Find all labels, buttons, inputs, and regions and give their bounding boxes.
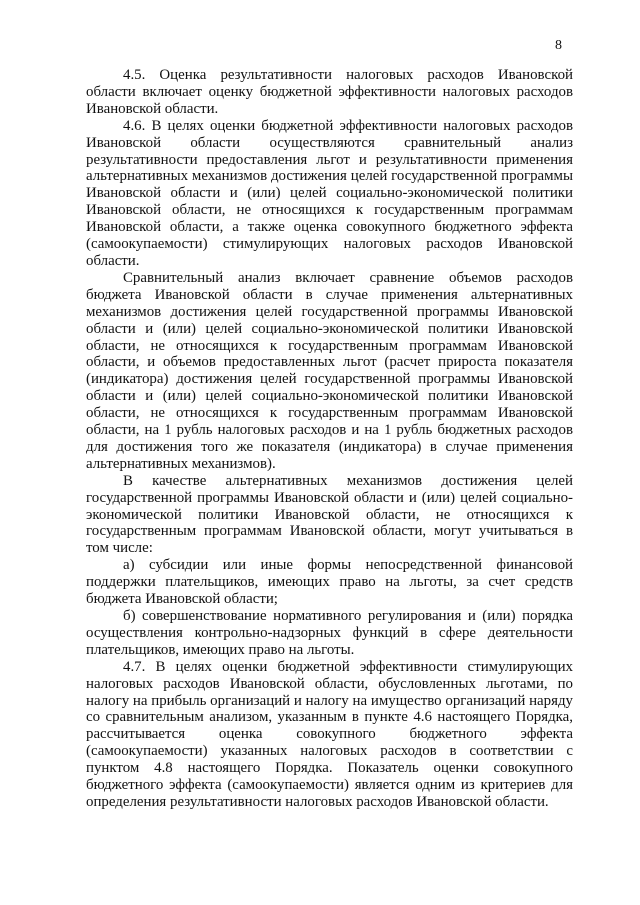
paragraph-comparative-analysis: Сравнительный анализ включает сравнение объемов расходов бюджета Ивановской области в случае применения альтернативных механизмов достижения целей государственной программы Ивановской области и (или) целей социально-экономической политики Ивановской области, не относящихся к государственным программам Ивановской области, и объемов предоставленных льгот (расчет прироста показателя (индикатора) достижения целей государственной программы Ивановской области и (или) целей социально-экономической политики Ивановской области, не относящихся к государственным программам Ивановской области, на 1 рубль налоговых расходов и на 1 рубль бюджетных расходов для достижения того же показателя (индикатора) в случае применения альтернативных механизмов). xyxy=(86,269,573,472)
paragraph-4-6: 4.6. В целях оценки бюджетной эффективности налоговых расходов Ивановской области осуществляются сравнительный анализ результативности предоставления льгот и результативности применения альтернативных механизмов достижения целей государственной программы Ивановской области и (или) целей социально-экономической политики Ивановской области, не относящихся к государственным программам Ивановской области, а также оценка совокупного бюджетного эффекта (самоокупаемости) стимулирующих налоговых расходов Ивановской области. xyxy=(86,117,573,269)
paragraph-alternative-mechanisms: В качестве альтернативных механизмов достижения целей государственной программы Ивановской области и (или) целей социально-экономической политики Ивановской области, не относящихся к государственным программам Ивановской области, могут учитываться в том числе: xyxy=(86,472,573,557)
paragraph-4-7: 4.7. В целях оценки бюджетной эффективности стимулирующих налоговых расходов Ивановской области, обусловленных льготами, по налогу на прибыль организаций и налогу на имущество организаций наряду со сравнительным анализом, указанным в пункте 4.6 настоящего Порядка, рассчитывается оценка совокупного бюджетного эффекта (самоокупаемости) указанных налоговых расходов в соответствии с пунктом 4.8 настоящего Порядка. Показатель оценки совокупного бюджетного эффекта (самоокупаемости) является одним из критериев для определения результативности налоговых расходов Ивановской области. xyxy=(86,658,573,810)
paragraph-4-5: 4.5. Оценка результативности налоговых расходов Ивановской области включает оценку бюджетной эффективности налоговых расходов Ивановской области. xyxy=(86,67,573,117)
page-number: 8 xyxy=(555,38,562,53)
list-item-b: б) совершенствование нормативного регулирования и (или) порядка осуществления контрольно-надзорных функций в сфере деятельности плательщиков, имеющих право на льготы. xyxy=(86,608,573,658)
list-item-a: а) субсидии или иные формы непосредственной финансовой поддержки плательщиков, имеющих право на льготы, за счет средств бюджета Ивановской области; xyxy=(86,557,573,608)
document-body xyxy=(86,67,573,811)
